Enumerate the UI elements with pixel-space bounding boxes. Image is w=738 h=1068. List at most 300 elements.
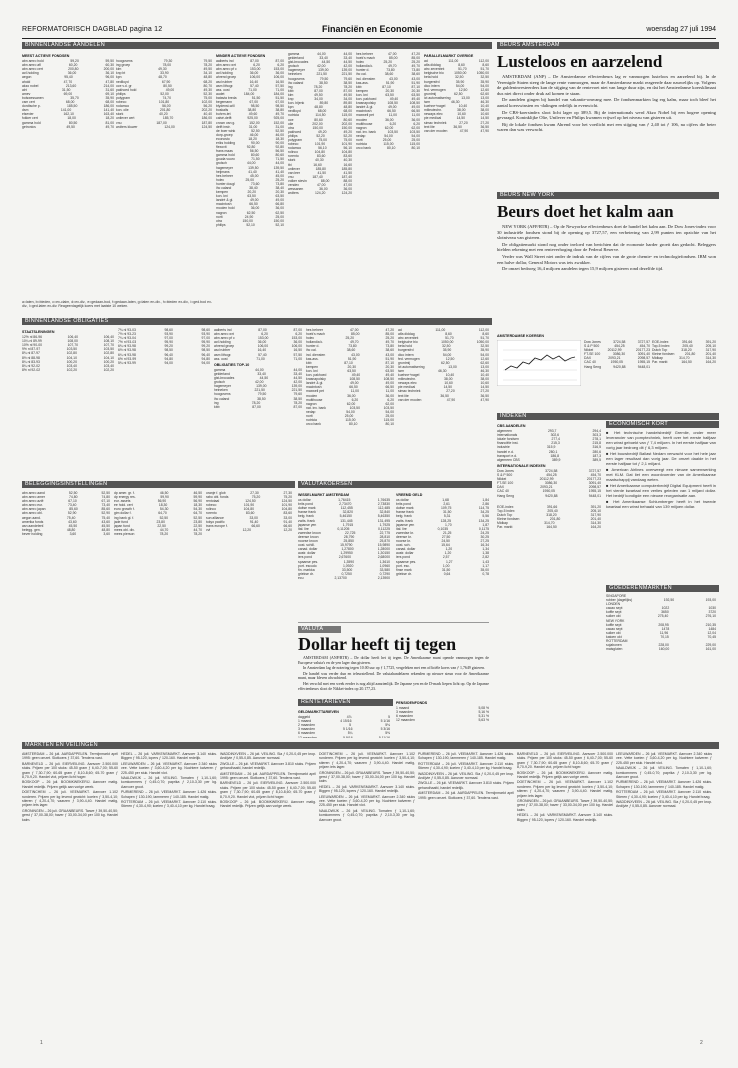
table-row: ind. diensten 43,00 43,00 [356, 76, 420, 81]
table-row: pie medical 14,50 14,50 [398, 385, 489, 390]
table-row: zwits. frank 128,25 134,25 [396, 518, 489, 523]
table-row: Dutch Top 318,20 317,90 [652, 348, 716, 353]
table-row: koffie sept 3650 3720 [606, 610, 716, 615]
fondsen-column-3 [206, 491, 292, 737]
table-row: ahold 47,70 47,80 [22, 79, 114, 84]
paragraph: ■ Het Amerikaanse Schlumberger heeft in het tweede kwartaal een winst behaald van 139 miljoen dollar. [606, 499, 716, 509]
table-row: griekse dr. 0,7250 0,7290 [298, 571, 390, 576]
paragraph: Verder was Wall Street niet onder de indruk van de cijfers van de grote chemie- en technologiefondsen. IBM won een halve dollar, General Motors was iets zwakker. [497, 253, 716, 265]
vreemd-heading: VREEMD GELD [396, 493, 423, 497]
table-row: trans europe f. 66,60 66,60 [206, 523, 292, 528]
dollar-article-text [298, 656, 489, 696]
table-row: algemeen 293,7 294,4 [497, 429, 601, 434]
table-row: duitse mark 109,75 114,75 [396, 506, 489, 511]
table-row: ass. oost 71,00 71,00 [216, 87, 284, 92]
table-row: japanse yen 1,7915 1,7925 [298, 522, 390, 527]
markten-column [121, 752, 217, 1034]
markten-paragraph: HEDEL – 26 juli. VARKENSMARKT. Aanvoer 3.140 stuks. Biggen ƒ 95-120, lopers ƒ 120-160. Handel redelijk. [121, 752, 217, 761]
table-row: 6¾ nl 93-98 99,20 99,20 [118, 344, 210, 349]
markten-paragraph: GRONINGEN – 26 juli. GRAANBEURS. Tarwe ƒ 39,50-40,50; gerst ƒ 37,00-38,00; haver ƒ 33,00-34,00 per 100 kg. Handel kalm. [22, 808, 118, 822]
obligaties-heading: STAATSLENINGEN [22, 330, 55, 334]
table-row: nagron 62,50 62,50 [216, 210, 284, 215]
table-row: krasnapolsky 108,50 108,50 [356, 101, 420, 106]
beurs-amsterdam-text [497, 74, 716, 188]
table-row: griekse dr. 0,64 0,78 [396, 571, 489, 576]
rente-pensioen [396, 699, 489, 738]
markten-column [418, 752, 514, 1034]
markten-paragraph: BOSKOOP – 26 juli. BOOMKWEKERIJ. Aanvoer matig. Handel redelijk. Prijzen gelijk aan vorige week. [517, 770, 613, 780]
section-bar-indexen: INDEXEN [497, 413, 719, 420]
table-row: acf-holding 36,00 36,00 [216, 71, 284, 76]
table-row: iwm 46,30 46,30 [398, 368, 489, 373]
table-row: moolen hold 36,00 36,00 [216, 206, 284, 211]
table-row: rentotaal 124,50 124,50 [206, 499, 292, 504]
indexen-column [497, 422, 601, 732]
markten-paragraph: LEEUWARDEN – 26 juli. VEEMARKT. Aanvoer 2.340 stuks vee. Vette koeien ƒ 3,60-4,20 per kg. Nuchtere kalveren ƒ 225-450 per stuk. Handel vlot. [319, 794, 415, 808]
table-row: nat. inv. bank 103,50 103,50 [306, 405, 394, 410]
table-row: grolsch 42,00 42,00 [214, 380, 302, 385]
table-row: olie 202,00 202,00 [288, 121, 352, 126]
table-row: ing groep 78,00 78,20 [116, 63, 212, 68]
table-row: kon. kni 63,50 63,50 [216, 194, 284, 199]
table-row: alfa diddag 8,60 8,60 [398, 332, 489, 337]
table-row: nedap 54,00 54,00 [356, 133, 420, 138]
table-row: zweedse kr. 21,25 24,25 [396, 530, 489, 535]
table-row: Dow Jones 3724,58 3727,57 [584, 340, 650, 344]
fondsen-column-1 [22, 491, 110, 737]
table-row: asn aandelenf. 45,50 45,50 [22, 523, 110, 528]
table-row: nat. inv. bank 103,50 103,50 [356, 129, 420, 134]
table-row: maxwell pet 11,00 11,00 [356, 113, 420, 118]
table-row: holec 25,00 25,20 [216, 177, 284, 182]
table-row: rorento 83,60 83,60 [206, 511, 292, 516]
table-row: aalberts ind 87,00 87,00 [214, 328, 302, 332]
section-bar-valutakoersen: VALUTAKOERSEN [298, 481, 492, 488]
table-row: polygram 75,00 75,00 [288, 137, 352, 142]
table-row: begemann 67,00 67,00 [216, 100, 284, 105]
table-row: abn amro cert 200,80 200,00 [22, 67, 114, 72]
table-row: amerika fonds 43,60 43,60 [22, 519, 110, 524]
paragraph: De omzet bedroeg 16,4 miljoen aandelen tegen 15,9 miljoen gisteren rond dezelfde tijd. [502, 266, 664, 272]
markten-paragraph: NAALDWIJK – 26 juli. VEILING. Tomaten ƒ 1,10-1,60; komkommers ƒ 0,45-0,70; paprika ƒ 2,10-3,30 per kg. Aanvoer groot. [616, 766, 712, 780]
table-row: csm cert 68,00 68,00 [22, 100, 114, 105]
table-row: grolsch 44,00 44,00 [216, 161, 284, 166]
markten-paragraph: DOETINCHEM – 26 juli. VEEMARKT. Aanvoer 1.102 runderen. Prijzen per kg levend gewicht: koeien ƒ 3,50-4,10; stieren ƒ 4,20-4,70; vaarzen ƒ 3,90-4,40. Handel matig, prijzen iets lager. [319, 752, 415, 770]
table-row: elsevier 162,10 163,40 [22, 112, 114, 117]
table-row: franse frank 31,50 34,25 [396, 510, 489, 515]
table-row: macintosh 66,50 66,50 [306, 385, 394, 390]
table-row: mees pierson 78,20 78,20 [114, 531, 202, 536]
paragraph: In Amsterdam lag de notering tegen 10.00 uur op ƒ 1,7725, vergeleken met een officiële koers van ƒ 1,7649 gisteren. [303, 666, 486, 671]
table-row: abn amro pf c 153,00 153,00 [216, 67, 284, 72]
table-row: vnu 187,40 187,40 [288, 174, 352, 179]
table-row: brits pond 2,61 2,86 [396, 502, 489, 507]
table-row: robeco 101,90 101,90 [288, 142, 352, 147]
table-row: beta hold 32,50 32,50 [398, 344, 489, 349]
table-row: dico intern 54,00 54,00 [424, 83, 489, 88]
table-row: CAC 40 1950,05 1955,15 [497, 489, 601, 494]
table-row: rubber (dagelijks) 192,50 193,00 [606, 598, 716, 603]
table-row: hoogovens 79,30 79,50 [116, 59, 212, 64]
markten-column [22, 752, 118, 1034]
table-row: 6 maanden 5,31 % [396, 714, 489, 719]
table-row: iers pond 2,57 2,82 [396, 555, 489, 560]
markten-paragraph: AMSTERDAM – 26 juli. AARDAPPELEN. Termijnmarkt april 1995: geen omzet. Slotkoers ƒ 37,60. Tendens vast. [220, 771, 316, 781]
table-row: finse mark 31,50 35,00 [396, 567, 489, 572]
paragraph: De CBS-koersindex sloot licht lager op 389,5. Bij de internationals werd Akzo Nobel bij een hogere opening gevraagd. Koninklijke Olie, Unilever en Philips kwamen vrijwel op het niveau van gisteren uit. [497, 109, 716, 121]
table-row: 10% nl 90-00 107,70 107,70 [22, 343, 114, 348]
table-row: Hang Seng 9420,88 9448,01 [584, 364, 650, 369]
table-row: us dollar 1,76415 1,76635 [298, 498, 390, 503]
table-row: rolinco 104,80 104,80 [288, 150, 352, 155]
markten-paragraph: BARNEVELD – 26 juli. EIERVEILING. Aanvoer 2.500.000 stuks. Prijzen per 100 stuks: 45-50 gram ƒ 6,40-7,00; 55-60 gram ƒ 7,30-7,90; 60-65 gram ƒ 8,10-8,60; 65-70 gram ƒ 8,70-9,20. Handel vlot, prijzen licht hoger. [517, 752, 613, 770]
table-row: kbb 87,10 87,10 [306, 360, 394, 365]
section-bar-obligaties: BINNENLANDSE OBLIGATIES [22, 318, 492, 325]
table-row: austr. dollar 1,29950 1,30150 [298, 551, 390, 556]
table-row: kempen 20,30 20,30 [356, 88, 420, 93]
markten-column [616, 752, 712, 1034]
table-row: iwm 46,30 46,30 [424, 100, 489, 105]
table-row: spaanse pes. 1,27 1,43 [396, 559, 489, 564]
table-row: moolen 36,00 36,00 [356, 117, 420, 122]
section-bar-goederenmarkten: GOEDERENMARKTEN [606, 585, 719, 592]
obligaties-column-5 [398, 328, 489, 476]
table-row: crown van g. 152,00 152,00 [216, 120, 284, 125]
table-row: getronics 49,50 49,70 [22, 124, 114, 129]
headline-beurs-kalm: Beurs doet het kalm aan [497, 202, 674, 221]
table-row: hoek's mach 85,00 85,00 [356, 56, 420, 61]
table-row: kas-ass. 51,90 51,90 [356, 80, 420, 85]
table-row: holec 25,20 25,20 [306, 336, 394, 341]
page-mark-left: 1 [40, 1040, 43, 1046]
table-row: frans maas 56,50 56,50 [216, 149, 284, 154]
table-row: oost. schill. 15,9790 15,9890 [298, 543, 390, 548]
table-row: 7½ nl 93-23 93,90 93,90 [118, 332, 210, 337]
table-row: tokyo pacific 91,40 91,40 [206, 519, 292, 524]
table-row: wolters kluwer 124,00 124,50 [116, 124, 212, 129]
paragraph: De aandelen gingen bij handel van vakantie-omvang mee. De fondsenmarkten lag erg kalm, maar toch bleef het aantal koerswinsten en -dalingen redelijk in evenwicht. [497, 97, 716, 108]
table-row: kbb 87,00 87,00 [288, 88, 352, 93]
table-row: S & P 500 454,25 454,70 [584, 344, 650, 349]
table-row: euro growth f. 54,30 54,30 [114, 507, 202, 512]
table-row: canad. dollar 1,20 1,34 [396, 547, 489, 552]
table-row: gim dollar f. 64,70 64,70 [114, 511, 202, 516]
markten-paragraph: ROTTERDAM – 26 juli. VEEMARKT. Aanvoer 2.110 stuks. Stieren ƒ 4,30-4,90; koeien ƒ 3,40-4,10 per kg. Handel traag. [616, 790, 712, 799]
table-row: heijmans 41,40 41,40 [216, 169, 284, 174]
obligaties-column-2 [118, 328, 210, 476]
paragraph: ■ Het technische handelsbedrijf Gremlie, onder meer leverancier van pomptechniek, heeft over het eerste halfjaar een winst geboekt van ƒ 7,4 miljoen. In het eerste halfjaar van vorig jaar bedroeg dit ƒ 6,3 miljoen. [606, 430, 716, 450]
paragraph: De obligatiemarkt stond nog onder invloed van berichten dat de economie harder groeit dan gedacht. Beleggers hielden rekening met een renteverhoging door de Federal Reserve. [497, 241, 716, 253]
table-row: CAC 40 1950,05 1955,15 [584, 360, 650, 365]
table-row: simac techniek 27,20 27,20 [398, 389, 489, 394]
markten-paragraph: GRONINGEN – 26 juli. GRAANBEURS. Tarwe ƒ 39,50-40,50; gerst ƒ 37,00-38,00; haver ƒ 33,00-34,00 per 100 kg. Handel kalm. [517, 799, 613, 812]
table-row: nedap 54,00 54,00 [306, 409, 394, 414]
table-row: abn amro wrt 6,20 6,20 [214, 332, 302, 337]
paragraph: NEW YORK (AFP/RTR) – Op de Newyorkse effectenbeurs doet de handel het kalm aan. De Dow Jones-index voor 30 industriële fondsen stond bij de opening op 3727,57, een verbetering van 2,99 punten ten opzichte van het slotniveau van gisteren. [497, 224, 716, 241]
table-row: 1 maand 5,08 % [396, 706, 489, 711]
table-row: knp bt 33,90 34,10 [116, 71, 212, 76]
table-row: Dow Jones 3724,58 3727,57 [497, 468, 601, 473]
table-row: Dutch Top 318,20 317,90 [497, 512, 601, 517]
table-row: dorp-groep 46,00 46,00 [216, 132, 284, 137]
table-row: oce v.d. gr 80,50 80,70 [116, 83, 212, 88]
masthead-section-title: Financiën en Economie [322, 24, 423, 34]
table-row: burgersfrd 35,90 35,90 [398, 348, 489, 353]
table-row: gelderland 33,40 33,40 [214, 371, 302, 376]
table-row: hunter dougl 73,60 73,80 [216, 181, 284, 186]
table-row: van der moolen 47,90 47,90 [398, 397, 489, 402]
beurs-chart [497, 340, 581, 386]
table-row: ital. lire 0,1035 0,1175 [396, 526, 489, 531]
table-row: atrc zevenbnt 51,70 51,70 [398, 336, 489, 341]
table-row: landré & gl. 49,00 49,00 [216, 198, 284, 203]
table-row: abn amro hold 59,20 59,50 [22, 59, 114, 64]
table-row: orco bank 80,10 80,10 [306, 422, 394, 427]
table-row: oce 80,60 80,60 [288, 117, 352, 122]
table-row: deense kr. 27,50 30,25 [396, 534, 489, 539]
table-row: wessanen 36,00 36,00 [288, 187, 352, 192]
table-row: klm 49,50 49,50 [288, 92, 352, 97]
economisch-kort-text [606, 430, 716, 580]
table-row: gist-brocades 44,50 44,50 [288, 60, 352, 65]
table-row: 6% nl 93-99 94,80 94,80 [118, 356, 210, 361]
table-row: koffie sept 208,95 210,35 [606, 622, 716, 627]
table-row: belgische bio 1050,00 1050,00 [398, 340, 489, 345]
aandelen-column-5 [424, 52, 489, 310]
table-row: gamma hold 80,60 80,60 [216, 153, 284, 158]
table-row: fed. vermogen 12,50 12,60 [398, 356, 489, 361]
markten-paragraph: NAALDWIJK – 26 juli. VEILING. Tomaten ƒ 1,10-1,60; komkommers ƒ 0,45-0,70; paprika ƒ 2,10-3,30 per kg. Aanvoer groot. [121, 776, 217, 789]
aandelen-column-2 [216, 52, 284, 310]
markten-paragraph: BOSKOOP – 26 juli. BOOMKWEKERIJ. Aanvoer matig. Handel redelijk. Prijzen gelijk aan vorige week. [22, 780, 118, 789]
markten-paragraph: WADDINXVEEN – 26 juli. VEILING. Sla ƒ 0,20-0,45 per krop. Andijvie ƒ 0,55-0,85. Aanvoer normaal. [418, 771, 514, 781]
masthead [22, 24, 716, 39]
aandelen-column-1b [116, 52, 212, 310]
table-row: Top-5 index 205,40 205,10 [652, 344, 716, 349]
table-row: nutricia 115,00 115,00 [306, 418, 394, 423]
pensioen-heading: PENSIOENFONDS [396, 701, 428, 705]
table-row: canad. dollar 1,27800 1,28000 [298, 547, 390, 552]
table-row: batavia breda 51,50 51,50 [216, 95, 284, 100]
table-row: sun alliance 33,00 33,00 [206, 515, 292, 520]
table-row: text lite 36,50 36,50 [424, 124, 489, 129]
table-row: volker stevin 88,00 88,00 [288, 178, 352, 183]
table-row: flexovit 92,80 92,80 [216, 145, 284, 150]
table-row: amev 69,00 69,10 [22, 91, 114, 96]
table-row: EOE-index 391,66 391,20 [652, 340, 716, 344]
table-row: vendex 47,00 47,00 [288, 183, 352, 187]
beurs-new-york-text [497, 224, 716, 328]
table-row: ict automatisering 13,00 13,00 [398, 364, 489, 369]
table-row: FT-SE 100 3086,30 3091,40 [584, 352, 650, 357]
table-row: kon. bijenk 89,80 89,80 [288, 101, 352, 106]
section-bar-economisch-kort: ECONOMISCH KORT [606, 421, 719, 428]
table-row: philips 52,20 52,20 [288, 133, 352, 138]
table-row: rodamco 56,00 56,20 [116, 104, 212, 109]
table-row: noorse kroon 25,850 25,870 [298, 539, 390, 544]
markten-column [319, 752, 415, 1034]
table-row: japanse yen 1,70 1,87 [396, 522, 489, 527]
table-row: 8¾ nl 87-97 102,80 102,80 [22, 351, 114, 356]
table-row: DAX 2093,21 2098,57 [497, 485, 601, 490]
table-row: Nikkei 20112,99 20177,23 [497, 477, 601, 482]
table-row: dsm 141,00 141,40 [22, 108, 114, 113]
table-row: stork 40,30 40,30 [288, 158, 352, 163]
table-row: nutricia 115,00 115,00 [356, 142, 420, 147]
rente-geldmarkt [298, 708, 390, 738]
table-row: brits pond 2,73470 2,73830 [298, 502, 390, 507]
table-row: bever holding 3,60 3,60 [22, 531, 110, 536]
table-row: internationals 302,6 303,3 [497, 433, 601, 438]
table-row: macintosh 66,50 66,80 [216, 202, 284, 207]
valuta-label: VALUTA [298, 626, 341, 633]
table-row: econosto 18,20 18,30 [216, 136, 284, 141]
table-row: 10¼ nl 89-99 108,00 108,10 [22, 339, 114, 344]
table-row: 6 maanden 5¼ 5⅜ [298, 731, 390, 736]
table-row: nagron 62,00 62,00 [306, 401, 394, 406]
table-row: grolsch 42,00 42,00 [288, 64, 352, 69]
table-row: ihc caland 38,50 38,50 [214, 396, 302, 401]
table-row: simac techniek 27,20 27,20 [424, 120, 489, 125]
table-row: kbb 87,10 87,10 [356, 84, 420, 89]
table-row: eur. assets 56,90 56,90 [114, 499, 202, 504]
table-row: hollandia k. 49,70 49,70 [306, 340, 394, 345]
markten-paragraph: AMSTERDAM – 26 juli. AARDAPPELEN. Termijnmarkt april 1995: geen omzet. Slotkoers ƒ 37,60. Tendens vast. [418, 791, 514, 800]
table-row: landré & gl. 49,00 49,00 [306, 381, 394, 386]
table-row: dp energy res. 59,90 59,90 [114, 495, 202, 500]
table-row: akzo nobel 213,60 214,00 [22, 83, 114, 88]
paragraph: Het verschil met een week eerder is nog altijd aanzienlijk. De Japanse yen en de D-mark liepen licht op. Op de Japanse effectenbeurs sloot de Nikkei-index op 20.177,23. [298, 681, 489, 691]
table-row: otra 150,00 150,00 [216, 218, 284, 223]
table-row: buhrm-tet 49,60 49,70 [216, 112, 284, 117]
table-row: algemeen CBS 389,9 389,5 [497, 457, 601, 462]
valuta-wisselmarkt [298, 491, 390, 619]
table-row: asm lithogr. 57,40 57,50 [216, 83, 284, 88]
table-row: ing 78,20 78,20 [288, 84, 352, 89]
table-row: japan fund 22,50 22,50 [114, 523, 202, 528]
table-row: blydenst-will 98,50 98,50 [216, 104, 284, 109]
table-row: 8% nl 92-02 102,20 102,20 [22, 367, 114, 372]
table-row: alrt 31,50 31,60 [22, 87, 114, 92]
table-row: 1 maand 4 15/16 5 1/16 [298, 719, 390, 724]
table-row: noorse kr. 24,50 27,25 [396, 539, 489, 544]
table-row: heineken 221,50 221,50 [214, 388, 302, 393]
markten-paragraph: LEEUWARDEN – 26 juli. VEEMARKT. Aanvoer 2.340 stuks vee. Vette koeien ƒ 3,60-4,20 per kg. Nuchtere kalveren ƒ 225-450 per stuk. Handel vlot. [121, 761, 217, 775]
table-row: asm lithogr. 57,40 57,50 [214, 352, 302, 357]
table-row: alfa diddag 8,60 8,60 [424, 63, 489, 68]
table-row: ad 111,00 112,00 [398, 328, 489, 332]
table-row: abn amro eur. 73,40 73,40 [22, 503, 110, 508]
table-row: 12% nl 86-96 106,40 106,40 [22, 335, 114, 340]
markten-paragraph: DOETINCHEM – 26 juli. VEEMARKT. Aanvoer 1.102 runderen. Prijzen per kg levend gewicht: koeien ƒ 3,50-4,10; stieren ƒ 4,20-4,70; vaarzen ƒ 3,90-4,40. Handel matig, prijzen iets lager. [22, 790, 118, 808]
markten-paragraph: AMSTERDAM – 26 juli. AARDAPPELEN. Termijnmarkt april 1995: geen omzet. Slotkoers ƒ 37,60. Tendens vast. [22, 752, 118, 761]
markten-paragraph: ZWOLLE – 26 juli. VEEMARKT. Aanvoer 3.810 stuks. Prijzen gehandhaafd, handel redelijk. [220, 761, 316, 771]
table-row: 6¼ nl 93-98 96,40 96,40 [118, 352, 210, 357]
beurs-mini-table-2 [652, 340, 716, 400]
table-row: 8¼ nl 92-02 103,40 103,40 [22, 363, 114, 368]
table-row: dordtsche p. 185,50 186,00 [22, 104, 114, 109]
table-row: asd rubber 16,40 16,50 [214, 348, 302, 353]
markten-paragraph: ROTTERDAM – 26 juli. VEEMARKT. Aanvoer 2.110 stuks. Stieren ƒ 4,30-4,90; koeien ƒ 3,40-4,10 per kg. Handel traag. [121, 800, 217, 809]
table-row: norit 25,00 25,00 [306, 413, 394, 418]
table-row: Midkap 314,70 314,30 [497, 521, 601, 526]
table-row: holec 25,20 25,20 [356, 60, 420, 65]
obligaties-column-3 [214, 328, 302, 476]
col1-heading: MEEST ACTIEVE FONDSEN [22, 54, 70, 58]
table-row: handel e.d. 280,1 280,6 [497, 449, 601, 454]
table-row: duitse mark 112,455 112,485 [298, 506, 390, 511]
table-row: abn amro obl. 52,90 52,90 [22, 511, 110, 516]
table-row: dp amer. gr. f. 46,50 46,50 [114, 491, 202, 495]
table-row: kempen 20,30 20,30 [306, 364, 394, 369]
table-row: abn amro japan 85,60 85,60 [22, 507, 110, 512]
table-row: boskalis 38,80 38,80 [216, 108, 284, 113]
table-row: eriks holding 90,00 90,00 [216, 140, 284, 145]
table-row: robeco 101,80 102,00 [116, 100, 212, 105]
table-row: Kleine fondsen 201,80 201,40 [497, 516, 601, 521]
table-row: ROTTERDAM [606, 639, 628, 644]
beurs-mini-table-1 [584, 340, 650, 400]
table-row: ital. lire 0,11205 0,11225 [298, 526, 390, 531]
table-row: kon. kni 63,50 63,50 [306, 368, 394, 373]
table-row: belegg. gen. 48,80 48,80 [22, 527, 110, 532]
markten-paragraph: ROTTERDAM – 26 juli. VEEMARKT. Aanvoer 2.110 stuks. Stieren ƒ 4,30-4,90; koeien ƒ 3,40-4,10 per kg. Handel traag. [418, 761, 514, 771]
markten-paragraph: HEDEL – 26 juli. VARKENSMARKT. Aanvoer 3.140 stuks. Biggen ƒ 95-120, lopers ƒ 120-160. Handel redelijk. [517, 813, 613, 822]
table-row: suiker okt 11,96 12,04 [606, 630, 716, 635]
markten-paragraph: DOETINCHEM – 26 juli. VEEMARKT. Aanvoer 1.102 runderen. Prijzen per kg levend gewicht: koeien ƒ 3,50-4,10; stieren ƒ 4,20-4,70; vaarzen ƒ 3,90-4,40. Handel matig, prijzen iets lager. [517, 780, 613, 798]
table-row: ing bank gl. f. 52,50 52,50 [114, 515, 202, 520]
table-row: macintosh 66,50 66,50 [356, 109, 420, 114]
markten-column [220, 752, 316, 1034]
markten-paragraph: PURMEREND – 26 juli. VEEMARKT. Aanvoer 1.426 stuks. Schapen ƒ 130-190, lammeren ƒ 140-185. Handel matig. [121, 790, 217, 799]
table-row: Midkap 314,70 314,30 [652, 356, 716, 361]
table-row: industrie 315,9 316,5 [497, 445, 601, 450]
table-row: abn amro afl 60,20 60,30 [22, 63, 114, 68]
table-row: grontmij 62,50 62,60 [424, 91, 489, 96]
table-row: cacao sept 1478 1484 [606, 626, 716, 631]
table-row: nedlloyd 68,00 68,00 [288, 109, 352, 114]
section-bar-rentetarieven: RENTETARIEVEN [298, 699, 393, 706]
table-row: unilever 185,80 185,80 [288, 166, 352, 171]
markten-paragraph: ZWOLLE – 26 juli. VEEMARKT. Aanvoer 3.810 stuks. Prijzen gehandhaafd, handel redelijk. [418, 781, 514, 790]
table-row: philips 52,00 52,30 [116, 91, 212, 96]
table-row: suiker okt 275,40 276,10 [606, 614, 716, 619]
table-row: Par. markt 164,50 164,20 [652, 360, 716, 365]
table-row: EOE-index 391,66 391,20 [497, 504, 601, 509]
table-row: 7% nl 93-03 95,90 95,90 [118, 340, 210, 345]
table-row: hoogovens 79,50 79,60 [214, 392, 302, 397]
table-row: transport e.d. 186,8 187,3 [497, 453, 601, 458]
markten-paragraph: LEEUWARDEN – 26 juli. VEEMARKT. Aanvoer 2.340 stuks vee. Vette koeien ƒ 3,60-4,20 per kg. Nuchtere kalveren ƒ 225-450 per stuk. Handel vlot. [616, 752, 712, 765]
table-row: zweedse kroon 22,725 22,775 [298, 530, 390, 535]
table-row: kon. kni 63,50 63,50 [356, 92, 420, 97]
table-row: burgersfrd 35,90 35,90 [424, 79, 489, 84]
table-row: atrc zevenbnt 51,70 51,70 [424, 67, 489, 72]
table-row: Hang Seng 9420,88 9448,01 [497, 493, 601, 498]
table-row: nagron 62,00 62,00 [356, 125, 420, 130]
table-row: text lite 36,50 36,50 [398, 393, 489, 398]
table-row: daggeld 4⅞ 5 [298, 715, 390, 720]
markten-column [517, 752, 613, 1034]
table-row: rolinco 104,80 104,80 [206, 507, 292, 512]
table-row: ahrend groep 106,00 106,00 [216, 75, 284, 80]
table-row: maisgluten 160,00 161,00 [606, 647, 716, 652]
table-row: NEW YORK [606, 618, 625, 623]
cbs-heading: CBS AANDELEN [497, 424, 526, 428]
table-row: beta hold 32,50 32,50 [424, 75, 489, 80]
table-row: kon. pakhoed 49,40 49,40 [306, 373, 394, 378]
table-row: calvé-delft 925,00 925,00 [216, 116, 284, 121]
